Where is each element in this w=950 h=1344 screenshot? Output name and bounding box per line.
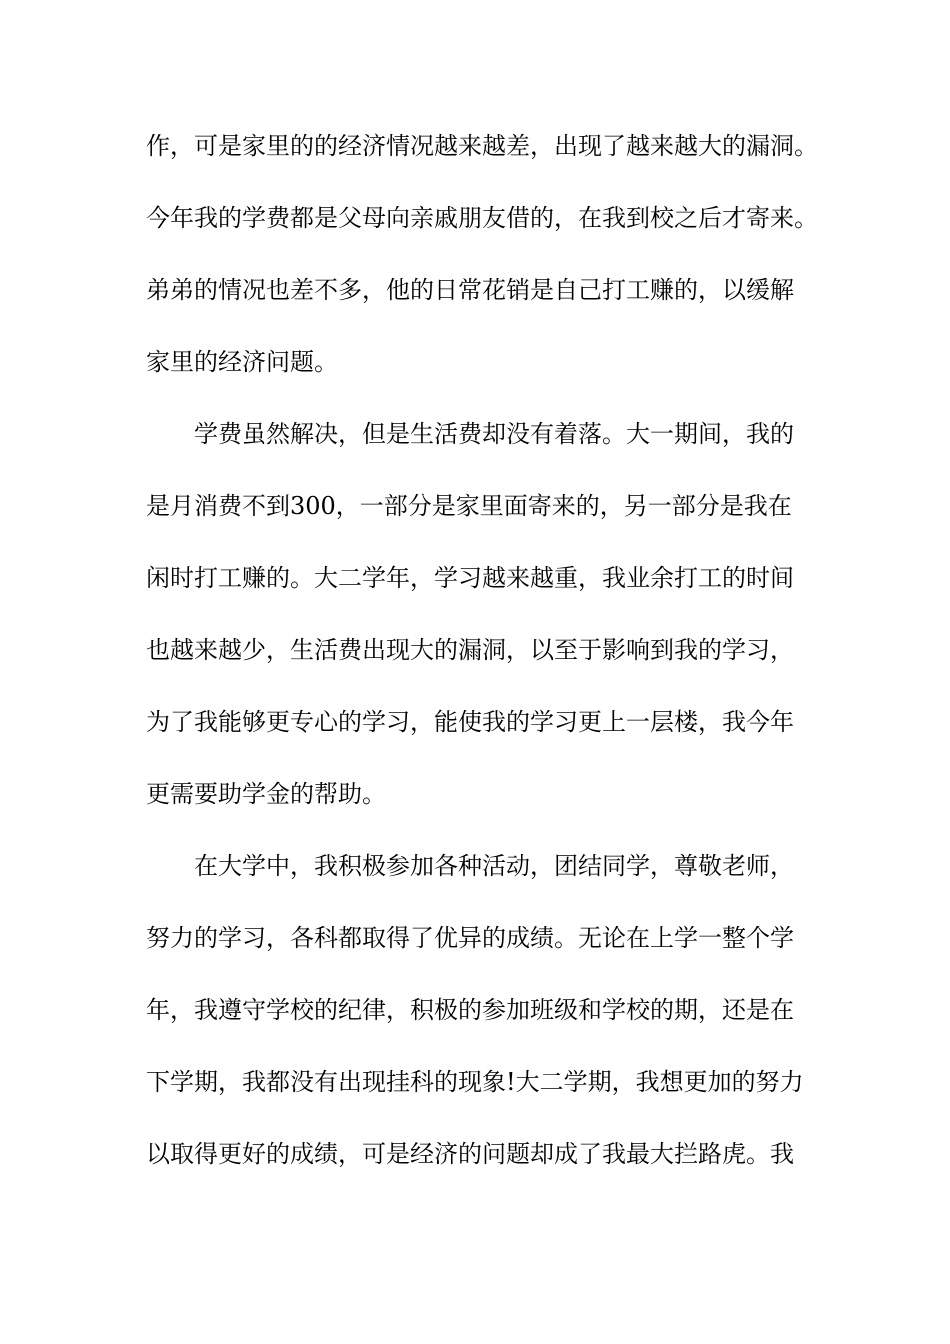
paragraph-first-line: 在大学中，我积极参加各种活动，团结同学，尊敬老师， [194,852,794,880]
text-line: 更需要助学金的帮助。 [146,780,386,808]
text-line: 家里的经济问题。 [146,348,338,376]
text-line: 以取得更好的成绩，可是经济的问题却成了我最大拦路虎。我 [146,1140,794,1168]
paragraph-first-line: 学费虽然解决，但是生活费却没有着落。大一期间，我的 [194,420,794,448]
text-line: 努力的学习，各科都取得了优异的成绩。无论在上学一整个学 [146,924,794,952]
text-line: 年，我遵守学校的纪律，积极的参加班级和学校的期，还是在 [146,996,794,1024]
text-line: 也越来越少，生活费出现大的漏洞，以至于影响到我的学习， [146,636,794,664]
text-line: 闲时打工赚的。大二学年，学习越来越重，我业余打工的时间 [146,564,794,592]
text-line: 今年我的学费都是父母向亲戚朋友借的，在我到校之后才寄来。 [146,204,818,232]
text-line: 下学期，我都没有出现挂科的现象!大二学期，我想更加的努力 [146,1068,804,1096]
text-line: 弟弟的情况也差不多，他的日常花销是自己打工赚的，以缓解 [146,276,794,304]
text-line: 是月消费不到300，一部分是家里面寄来的，另一部分是我在 [146,492,792,520]
text-line: 为了我能够更专心的学习，能使我的学习更上一层楼，我今年 [146,708,794,736]
text-line: 作，可是家里的的经济情况越来越差，出现了越来越大的漏洞。 [146,132,818,160]
